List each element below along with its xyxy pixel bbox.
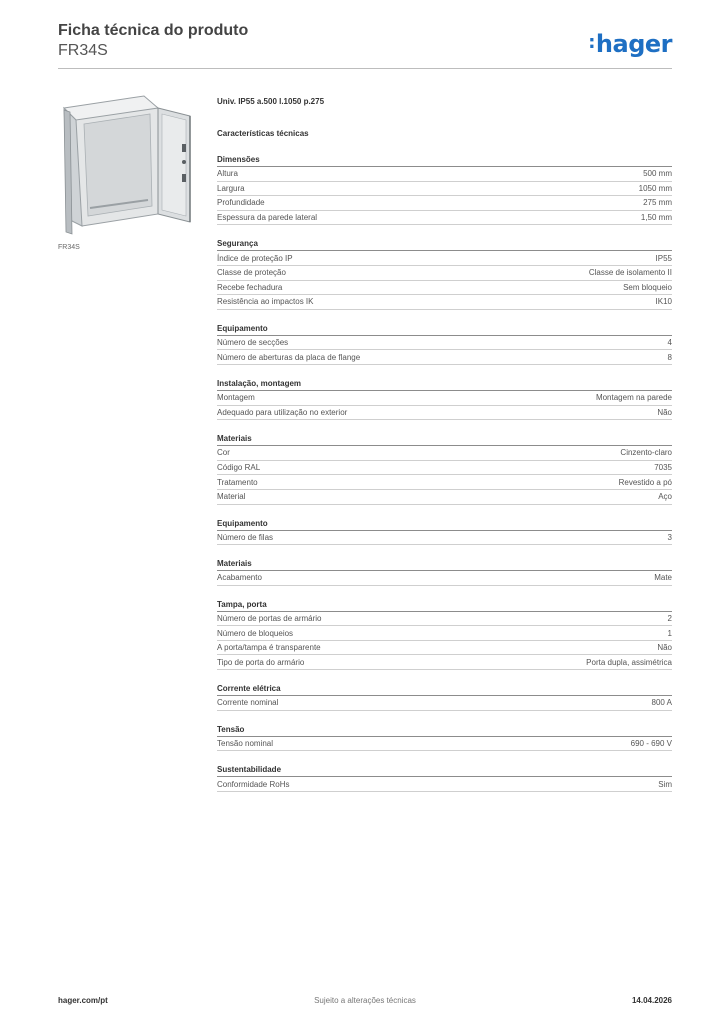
spec-label: Conformidade RoHs: [217, 779, 290, 789]
spec-label: Número de filas: [217, 532, 274, 542]
spec-row: [217, 490, 672, 505]
spec-row: [217, 295, 672, 310]
spec-value: 275 mm: [643, 198, 672, 208]
spec-value: 2: [667, 613, 672, 623]
spec-label: Número de aberturas da placa de flange: [217, 352, 361, 362]
website-link[interactable]: hager.com/pt: [58, 996, 108, 1005]
spec-label: A porta/tampa é transparente: [217, 643, 321, 653]
spec-value: 8: [667, 352, 672, 362]
section-title: Equipamento: [217, 324, 672, 336]
spec-label: Tratamento: [217, 477, 258, 487]
spec-section: [217, 324, 672, 365]
image-caption: FR34S: [58, 244, 80, 251]
spec-value: 800 A: [651, 698, 672, 708]
section-title: Tampa, porta: [217, 600, 672, 612]
spec-value: Sim: [658, 779, 672, 789]
hager-logo[interactable]: [588, 30, 672, 58]
spec-value: Não: [657, 407, 672, 417]
section-title: Materiais: [217, 559, 672, 571]
spec-section: [217, 600, 672, 670]
spec-section: [217, 684, 672, 711]
spec-row: [217, 461, 672, 476]
spec-value: 1: [667, 628, 672, 638]
spec-section: [217, 765, 672, 792]
spec-label: Número de portas de armário: [217, 613, 322, 623]
spec-value: Mate: [654, 573, 672, 583]
spec-row: [217, 211, 672, 226]
spec-label: Tipo de porta do armário: [217, 657, 305, 667]
spec-row: [217, 167, 672, 182]
footer-notice: Sujeito a alterações técnicas: [314, 996, 416, 1005]
spec-row: [217, 571, 672, 586]
spec-row: [217, 446, 672, 461]
spec-label: Número de bloqueios: [217, 628, 294, 638]
spec-section: [217, 155, 672, 225]
spec-value: 500 mm: [643, 169, 672, 179]
spec-value: Porta dupla, assimétrica: [586, 657, 672, 667]
spec-section: [217, 559, 672, 586]
spec-row: [217, 696, 672, 711]
spec-section: [217, 239, 672, 309]
spec-value: Classe de isolamento II: [588, 268, 672, 278]
spec-label: Altura: [217, 169, 238, 179]
spec-section: [217, 434, 672, 504]
page-footer: [58, 996, 672, 1010]
spec-row: [217, 182, 672, 197]
spec-section: [217, 519, 672, 546]
section-title: Equipamento: [217, 519, 672, 531]
spec-row: [217, 391, 672, 406]
spec-row: [217, 626, 672, 641]
section-title: Materiais: [217, 434, 672, 446]
spec-row: [217, 475, 672, 490]
logo-dots: :: [588, 32, 595, 53]
spec-row: [217, 641, 672, 656]
spec-value: Montagem na parede: [595, 393, 672, 403]
spec-label: Material: [217, 492, 246, 502]
technical-specs: [217, 97, 672, 792]
spec-value: Não: [657, 643, 672, 653]
spec-label: Recebe fechadura: [217, 282, 283, 292]
spec-row: [217, 281, 672, 296]
spec-label: Classe de proteção: [217, 268, 286, 278]
logo-wordmark: hager: [595, 30, 672, 58]
spec-label: Montagem: [217, 393, 255, 403]
section-title: Sustentabilidade: [217, 765, 672, 777]
spec-value: IK10: [655, 297, 672, 307]
footer-date: 14.04.2026: [631, 996, 672, 1005]
spec-row: [217, 336, 672, 351]
spec-row: [217, 196, 672, 211]
spec-row: [217, 266, 672, 281]
section-title: Corrente elétrica: [217, 684, 672, 696]
spec-row: [217, 655, 672, 670]
section-title: Tensão: [217, 725, 672, 737]
spec-label: Cor: [217, 448, 230, 458]
section-title: Instalação, montagem: [217, 379, 672, 391]
spec-row: [217, 612, 672, 627]
spec-value: 4: [667, 338, 672, 348]
spec-value: Aço: [658, 492, 672, 502]
page-header: [58, 22, 672, 68]
spec-value: 7035: [654, 463, 672, 473]
header-divider: [58, 68, 672, 69]
spec-row: [217, 531, 672, 546]
spec-label: Corrente nominal: [217, 698, 279, 708]
spec-label: Índice de proteção IP: [217, 253, 293, 263]
spec-label: Acabamento: [217, 573, 262, 583]
spec-label: Tensão nominal: [217, 738, 274, 748]
product-image: [58, 94, 205, 236]
spec-value: 3: [667, 532, 672, 542]
spec-label: Profundidade: [217, 198, 265, 208]
spec-label: Adequado para utilização no exterior: [217, 407, 348, 417]
spec-value: 690 - 690 V: [630, 738, 672, 748]
spec-label: Resistência ao impactos IK: [217, 297, 314, 307]
spec-value: 1,50 mm: [640, 213, 672, 223]
spec-section: [217, 379, 672, 420]
spec-value: Sem bloqueio: [623, 282, 672, 292]
spec-value: 1050 mm: [638, 183, 672, 193]
enclosure-illustration: [58, 94, 205, 236]
spec-label: Código RAL: [217, 463, 261, 473]
spec-label: Largura: [217, 183, 245, 193]
spec-section: [217, 725, 672, 752]
product-designation: Univ. IP55 a.500 l.1050 p.275: [217, 97, 325, 106]
spec-row: [217, 777, 672, 792]
spec-row: [217, 350, 672, 365]
specs-heading: Características técnicas: [217, 129, 309, 138]
spec-label: Espessura da parede lateral: [217, 213, 318, 223]
spec-label: Número de secções: [217, 338, 289, 348]
spec-value: Cinzento-claro: [620, 448, 672, 458]
section-title: Dimensões: [217, 155, 672, 167]
section-title: Segurança: [217, 239, 672, 251]
spec-row: [217, 406, 672, 421]
page-title: Ficha técnica do produto: [58, 22, 249, 39]
product-reference: FR34S: [58, 42, 108, 59]
spec-sections: [217, 155, 672, 792]
spec-value: Revestido a pó: [618, 477, 672, 487]
spec-value: IP55: [655, 253, 672, 263]
spec-row: [217, 737, 672, 752]
spec-row: [217, 251, 672, 266]
